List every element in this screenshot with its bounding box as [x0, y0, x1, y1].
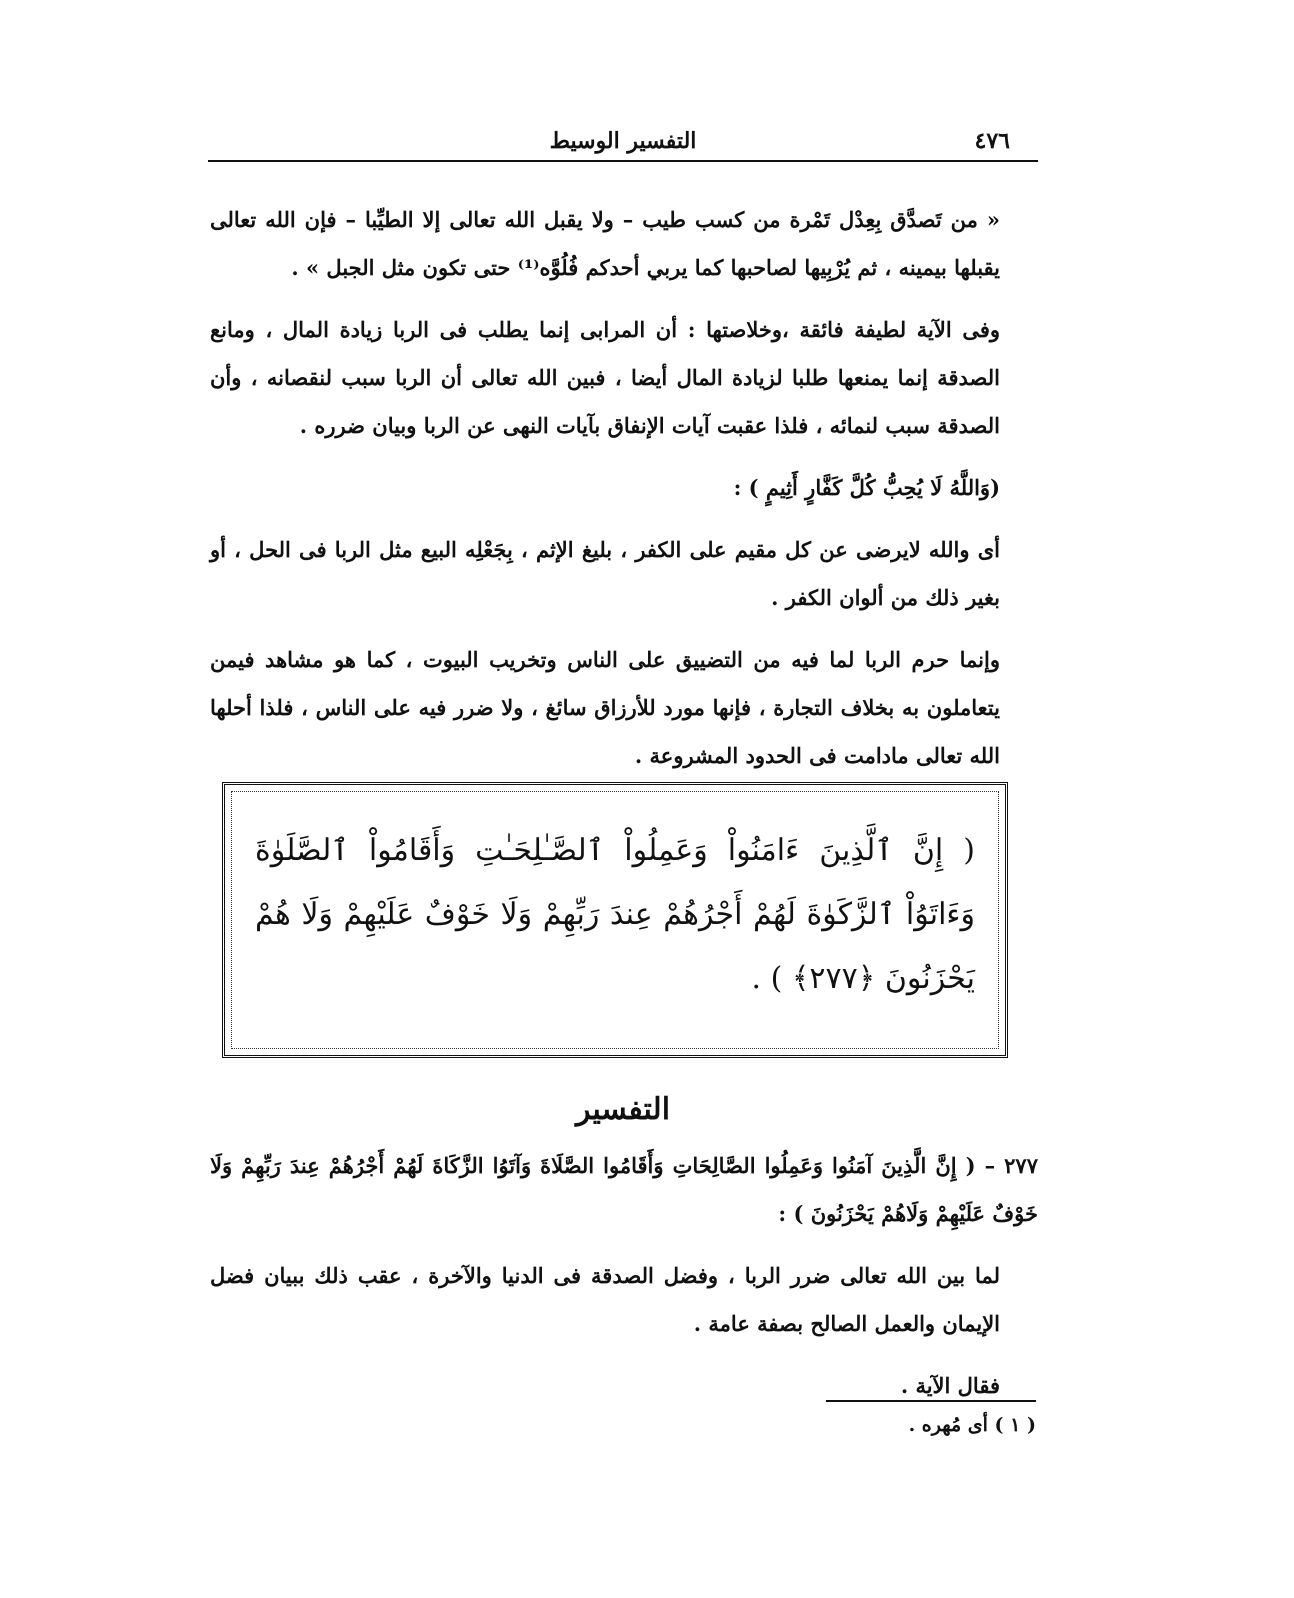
page-header	[208, 126, 1038, 162]
hadith-quote-paragraph: « من تَصدَّق بِعِدْل تَمْرة من كسب طيب – ولا يقبل الله تعالى إلا الطيِّبا – فإن الله تعالى يقبلها بيمينه ، ثم يُرْبِيها لصاحبها كما يربي أحدكم فُلُوَّه⁽¹⁾ حتى تكون مثل الجبل » .	[210, 207, 1000, 280]
footnote: ( ١ ) أى مُهره .	[908, 1414, 1036, 1436]
tafsir-text	[210, 1142, 1038, 1424]
commentary-paragraph: أى والله لايرضى عن كل مقيم على الكفر ، بليغ الإثم ، بِجَعْلِه البيع مثل الربا فى الحل ، أو بغير ذلك من ألوان الكفر .	[210, 537, 1000, 610]
tafsir-explanation-paragraph: لما بين الله تعالى ضرر الربا ، وفضل الصدقة فى الدنيا والآخرة ، عقب ذلك ببيان فضل الإيمان والعمل الصالح بصفة عامة .	[210, 1263, 1000, 1336]
body-text	[210, 196, 1038, 794]
commentary-paragraph-2: وإنما حرم الربا لما فيه من التضييق على الناس وتخريب البيوت ، كما هو مشاهد فيمن يتعاملون به بخلاف التجارة ، فإنها مورد للأرزاق سائغ ، ولا ضرر فيه على الناس ، فلذا أحلها الله تعالى مادامت فى الحدود المشروعة .	[210, 647, 1000, 768]
tafsir-closing-paragraph: فقال الآية .	[900, 1373, 1000, 1398]
explanation-paragraph: وفى الآية لطيفة فائقة ،وخلاصتها : أن المرابى إنما يطلب فى الربا زيادة المال ، ومانع الصدقة إنما يمنعها طلبا لزيادة المال أيضا ، فبين الله تعالى أن الربا سبب لنقصانه ، وأن الصدقة سبب لنمائه ، فلذا عقبت آيات الإنفاق بآيات النهى عن الربا وبيان ضرره .	[210, 317, 1000, 438]
quran-verse-text: ( إِنَّ ٱلَّذِينَ ءَامَنُواْ وَعَمِلُواْ ٱلصَّـٰلِحَـٰتِ وَأَقَامُواْ ٱلصَّلَوٰةَ وَءَاتَوُاْ ٱلزَّكَوٰةَ لَهُمْ أَجْرُهُمْ عِندَ رَبِّهِمْ وَلَا خَوْفٌ عَلَيْهِمْ وَلَا هُمْ يَحْزَنُونَ ﴿٢٧٧﴾ ) .	[255, 833, 975, 996]
verse-quote-paragraph: (وَاللَّهُ لَا يُحِبُّ كُلَّ كَفَّارٍ أَثِيمٍ ) :	[733, 475, 1000, 500]
page-number: ٤٧٦	[974, 128, 1010, 154]
tafsir-verse-paragraph: ٢٧٧ – ( إِنَّ الَّذِينَ آمَنُوا وَعَمِلُوا الصَّالِحَاتِ وَأَقَامُوا الصَّلَاةَ وَآتَوُا الزَّكَاةَ لَهُمْ أَجْرُهُمْ عِندَ رَبِّهِمْ وَلَا خَوْفٌ عَلَيْهِمْ وَلَاهُمْ يَحْزَنُونَ ) :	[210, 1153, 1038, 1226]
running-title: التفسير الوسيط	[549, 128, 697, 154]
quran-verse-frame	[222, 782, 1008, 1058]
footnote-divider	[826, 1400, 1036, 1402]
section-title: التفسير	[575, 1092, 671, 1127]
